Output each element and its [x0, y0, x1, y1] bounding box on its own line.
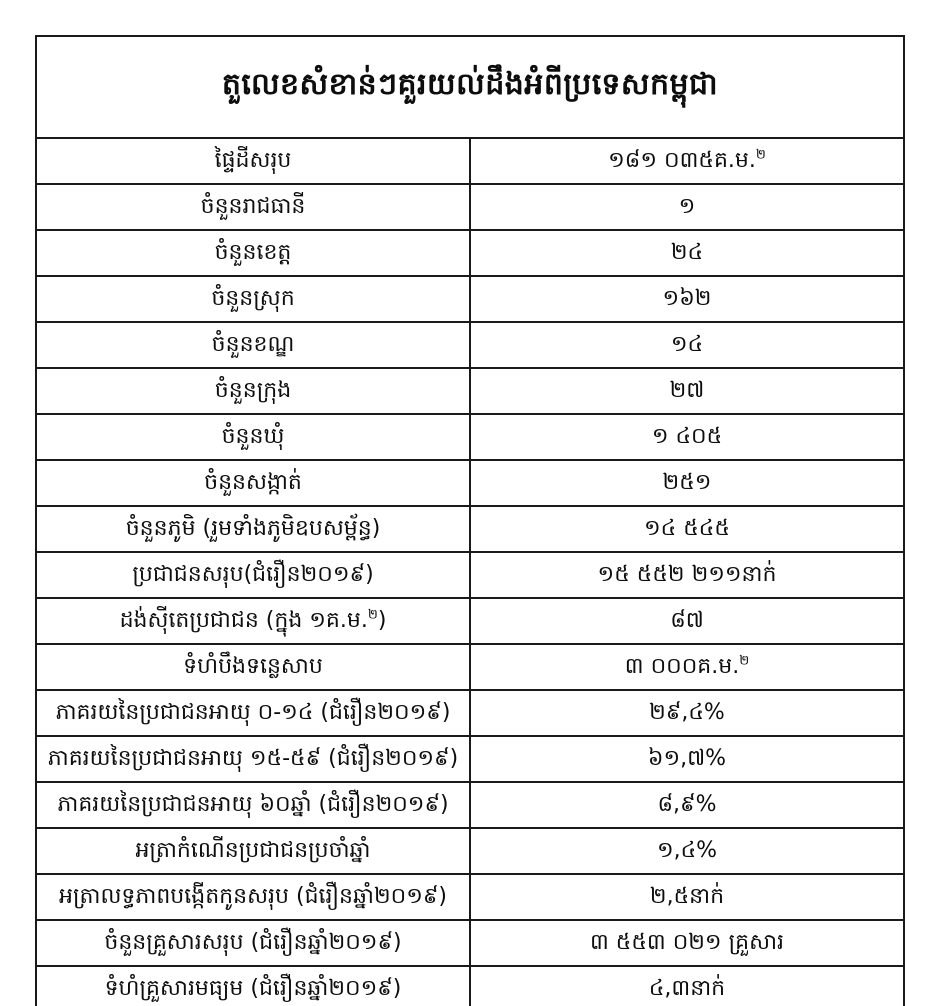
row-value-text: ៣ ០០០គ.ម. — [624, 654, 740, 680]
row-label — [36, 690, 470, 736]
row-value — [470, 230, 904, 276]
row-label-text: ភាគរយនៃប្រជាជនអាយុ ០-១៤ (ជំរឿន២០១៩) — [55, 700, 451, 726]
row-label — [36, 920, 470, 966]
row-value — [470, 782, 904, 828]
row-label-text: អត្រាកំណើនប្រជាជនប្រចាំឆ្នាំ — [135, 838, 371, 864]
table-row — [36, 460, 904, 506]
table-title: តួលេខសំខាន់ៗគួរយល់ដឹងអំពីប្រទេសកម្ពុជា — [36, 36, 904, 138]
row-label-text: ចំនួនភូមិ (រួមទាំងភូមិឧបសម្ព័ន្ធ) — [125, 516, 381, 542]
row-label — [36, 230, 470, 276]
row-label-text: ចំនួនស្រុក — [211, 286, 295, 312]
table-row — [36, 368, 904, 414]
row-value-text: ៤,៣នាក់ — [648, 976, 726, 1002]
row-value-superscript: ២ — [739, 653, 750, 669]
row-label-text: ចំនួនខេត្ត — [214, 240, 292, 266]
row-value-text: ១៨១ ០៣៥គ.ម. — [608, 148, 756, 174]
row-label-text: ចំនួនគ្រួសារសរុប (ជំរឿនឆ្នាំ២០១៩) — [104, 930, 402, 956]
row-label-text: ផ្ទៃដីសរុប — [214, 148, 292, 174]
row-label — [36, 966, 470, 1006]
row-label — [36, 598, 470, 644]
row-label-text: ដង់ស៊ីតេប្រជាជន (ក្នុង ១គ.ម. — [119, 608, 368, 634]
row-label-text-after: ) — [377, 608, 387, 634]
table-row — [36, 782, 904, 828]
row-value — [470, 276, 904, 322]
row-value-text: ៨,៩% — [657, 792, 717, 818]
row-value — [470, 184, 904, 230]
row-label — [36, 460, 470, 506]
row-value-text: ២,៥នាក់ — [649, 884, 725, 910]
row-label — [36, 414, 470, 460]
table-row — [36, 414, 904, 460]
row-value — [470, 322, 904, 368]
row-label-text: ចំនួនសង្កាត់ — [204, 470, 302, 496]
row-label — [36, 138, 470, 184]
table-row — [36, 966, 904, 1006]
table-header — [36, 36, 904, 138]
row-value-text: ៨៧ — [670, 608, 704, 634]
row-label-text: អត្រាលទ្ធភាពបង្កើតកូនសរុប (ជំរឿនឆ្នាំ២០១៩) — [59, 884, 447, 910]
row-value-superscript: ២ — [755, 147, 766, 163]
table-row — [36, 230, 904, 276]
row-label-text: ចំនួនរាជធានី — [200, 194, 306, 220]
row-label-superscript: ២ — [367, 607, 378, 623]
row-label-text: ប្រជាជនសរុប(ជំរឿន២០១៩) — [132, 562, 374, 588]
table-row — [36, 552, 904, 598]
row-value — [470, 644, 904, 690]
row-label — [36, 322, 470, 368]
table-row — [36, 828, 904, 874]
row-label-text: ទំហំបឹងទន្លេសាប — [183, 654, 323, 680]
row-label-text: ទំហំគ្រួសារមធ្យម (ជំរឿនឆ្នាំ២០១៩) — [104, 976, 402, 1002]
table-row — [36, 690, 904, 736]
row-value — [470, 414, 904, 460]
row-label — [36, 736, 470, 782]
row-label — [36, 552, 470, 598]
row-value — [470, 552, 904, 598]
row-value-text: ២៧ — [669, 378, 705, 404]
row-value-text: ២៩,៤% — [649, 700, 725, 726]
table-row — [36, 874, 904, 920]
row-label-text: ចំនួនក្រុង — [214, 378, 292, 404]
row-value — [470, 138, 904, 184]
row-value — [470, 828, 904, 874]
table-row — [36, 598, 904, 644]
row-label — [36, 184, 470, 230]
row-label — [36, 276, 470, 322]
table-row — [36, 322, 904, 368]
row-value-text: ១៤ ៥៤៥ — [644, 516, 730, 542]
row-value-text: ១៤ — [670, 332, 704, 358]
row-value-text: ១៦២ — [662, 286, 712, 312]
table-body — [36, 138, 904, 1006]
row-label-text: ភាគរយនៃប្រជាជនអាយុ ១៥-៥៩ (ជំរឿន២០១៩) — [47, 746, 459, 772]
row-label — [36, 506, 470, 552]
row-label-text: ភាគរយនៃប្រជាជនអាយុ ៦០ឆ្នាំ (ជំរឿន២០១៩) — [57, 792, 449, 818]
row-value — [470, 598, 904, 644]
table-row — [36, 644, 904, 690]
row-value — [470, 368, 904, 414]
row-label — [36, 782, 470, 828]
row-value-text: ២៥១ — [662, 470, 712, 496]
cambodia-key-figures-table — [35, 35, 905, 1006]
row-label — [36, 874, 470, 920]
row-value-text: ១ — [678, 194, 696, 220]
row-value — [470, 460, 904, 506]
row-value — [470, 690, 904, 736]
row-label — [36, 368, 470, 414]
row-value-text: ២៤ — [670, 240, 704, 266]
row-value — [470, 920, 904, 966]
table-row — [36, 276, 904, 322]
row-label — [36, 828, 470, 874]
row-value-text: ៣ ៥៥៣ ០២១ គ្រួសារ — [589, 930, 785, 956]
row-value-text: ១,៤% — [656, 838, 718, 864]
table-row — [36, 506, 904, 552]
row-value — [470, 966, 904, 1006]
row-value-text: ១ ៤០៥ — [651, 424, 723, 450]
row-value — [470, 506, 904, 552]
row-value-text: ១៥ ៥៥២ ២១១នាក់ — [597, 562, 777, 588]
row-value-text: ៦១,៧% — [647, 746, 727, 772]
table-row — [36, 736, 904, 782]
row-label-text: ចំនួនឃុំ — [221, 424, 285, 450]
row-value — [470, 874, 904, 920]
table-row — [36, 920, 904, 966]
table-row — [36, 138, 904, 184]
row-label-text: ចំនួនខណ្ឌ — [211, 332, 295, 358]
title-row — [36, 36, 904, 138]
row-label — [36, 644, 470, 690]
table-row — [36, 184, 904, 230]
row-value — [470, 736, 904, 782]
